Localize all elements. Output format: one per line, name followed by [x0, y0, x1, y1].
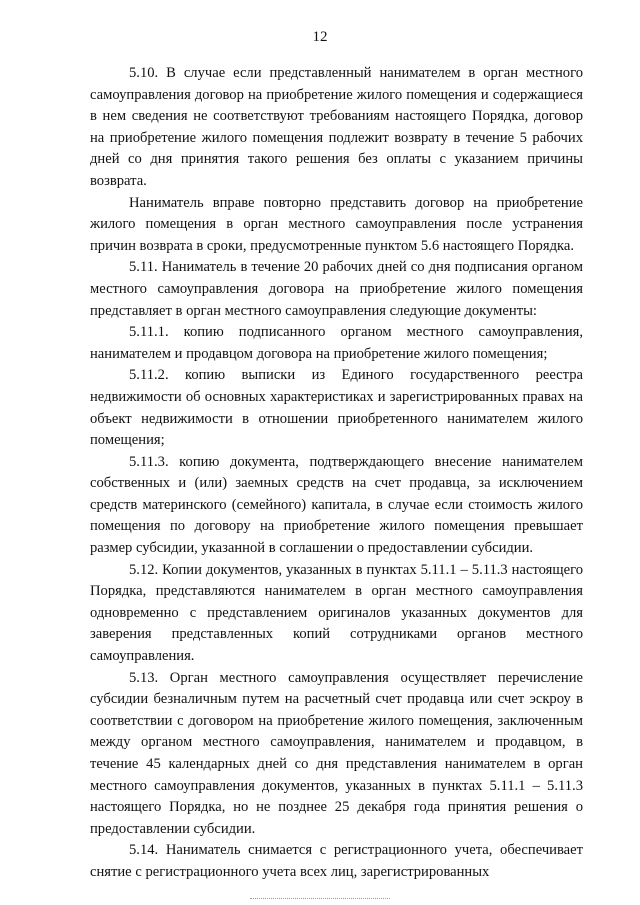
paragraph-5-11-1: 5.11.1. копию подписанного органом местного самоуправления, нанимателем и продавцом договора на приобретение жилого помещения;: [90, 324, 583, 362]
page-number: 12: [312, 29, 328, 45]
document-body: [90, 63, 583, 884]
paragraph-5-12: 5.12. Копии документов, указанных в пунктах 5.11.1 – 5.11.3 настоящего Порядка, представляются нанимателем в орган местного самоуправления одновременно с представлением оригиналов указанных документов для заверения представленных копий сотрудниками органов местного самоуправления.: [90, 561, 583, 665]
paragraph-resubmission: Наниматель вправе повторно представить договор на приобретение жилого помещения в орган местного самоуправления после устранения причин возврата в сроки, предусмотренные пунктом 5.6 настоящего Порядка.: [90, 194, 583, 254]
paragraph-5-11: 5.11. Наниматель в течение 20 рабочих дней со дня подписания органом местного самоуправления договора на приобретение жилого помещения представляет в орган местного самоуправления следующие документы:: [90, 259, 583, 319]
page-bottom-divider: [250, 898, 390, 901]
paragraph-5-10: 5.10. В случае если представленный нанимателем в орган местного самоуправления договор на приобретение жилого помещения и содержащиеся в нем сведения не соответствуют требованиям настоящего Порядка, договор на приобретение жилого помещения подлежит возврату в течение 5 рабочих дней со дня принятия такого решения без оплаты с указанием причины возврата.: [90, 65, 583, 189]
paragraph-5-11-2: 5.11.2. копию выписки из Единого государственного реестра недвижимости об основных характеристиках и зарегистрированных правах на объект недвижимости в отношении приобретенного нанимателем жилого помещения;: [90, 367, 583, 449]
paragraph-5-14: 5.14. Наниматель снимается с регистрационного учета, обеспечивает снятие с регистрационного учета всех лиц, зарегистрированных: [90, 842, 583, 880]
paragraph-5-11-3: 5.11.3. копию документа, подтверждающего внесение нанимателем собственных и (или) заемных средств на счет продавца, за исключением средств материнского (семейного) капитала, в случае если стоимость жилого помещения по договору на приобретение жилого помещения превышает размер субсидии, указанной в соглашении о предоставлении субсидии.: [90, 453, 583, 557]
paragraph-5-13: 5.13. Орган местного самоуправления осуществляет перечисление субсидии безналичным путем на расчетный счет продавца или счет эскроу в соответствии с договором на приобретение жилого помещения, заключенным между органом местного самоуправления, нанимателем и продавцом, в течение 45 календарных дней со дня представления нанимателем в орган местного самоуправления документов, указанных в пунктах 5.11.1 – 5.11.3 настоящего Порядка, но не позднее 25 декабря года принятия решения о предоставлении субсидии.: [90, 669, 583, 837]
